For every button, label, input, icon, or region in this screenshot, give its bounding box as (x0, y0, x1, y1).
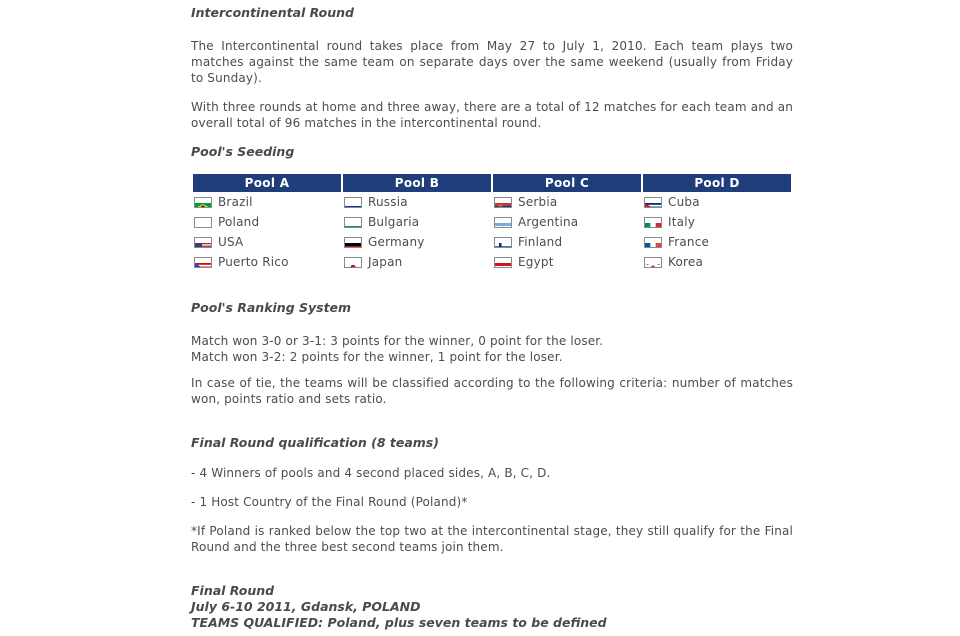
egypt-flag-icon (494, 257, 512, 268)
team-row (193, 192, 341, 212)
team-row (643, 252, 791, 272)
pool-c (493, 174, 641, 272)
france-flag-icon (644, 237, 662, 248)
team-row (493, 192, 641, 212)
tie-break-paragraph: In case of tie, the teams will be classified according to the following criteria: number of matches won, points ratio and sets ratio. (191, 376, 793, 406)
team-row (493, 232, 641, 252)
team-name: Cuba (668, 195, 700, 209)
team-name: Poland (218, 215, 260, 229)
cuba-flag-icon (644, 197, 662, 208)
team-name: Serbia (518, 195, 558, 209)
team-name: Brazil (218, 195, 253, 209)
usa-flag-icon (194, 237, 212, 248)
team-row (643, 232, 791, 252)
team-name: Korea (668, 255, 704, 269)
pool-a (193, 174, 341, 272)
team-row (193, 252, 341, 272)
russia-flag-icon (344, 197, 362, 208)
team-name: Finland (518, 235, 563, 249)
team-name: Russia (368, 195, 408, 209)
pool-header: Pool B (343, 174, 491, 192)
team-row (343, 252, 491, 272)
italy-flag-icon (644, 217, 662, 228)
team-row (343, 192, 491, 212)
team-name: Puerto Rico (218, 255, 289, 269)
team-name: Germany (368, 235, 425, 249)
pool-b (343, 174, 491, 272)
final-round-dates: July 6-10 2011, Gdansk, POLAND (191, 599, 421, 614)
qualification-note: *If Poland is ranked below the top two at the intercontinental stage, they still qualify for the Final Round and the three best second teams join them. (191, 524, 793, 554)
pool-d (643, 174, 791, 272)
intercontinental-round-heading: Intercontinental Round (191, 5, 354, 20)
team-row (343, 232, 491, 252)
team-row (193, 232, 341, 252)
pool-header: Pool A (193, 174, 341, 192)
pools-table (193, 174, 791, 272)
team-row (493, 252, 641, 272)
team-row (643, 192, 791, 212)
puerto-rico-flag-icon (194, 257, 212, 268)
team-row (643, 212, 791, 232)
serbia-flag-icon (494, 197, 512, 208)
poland-flag-icon (194, 217, 212, 228)
korea-flag-icon (644, 257, 662, 268)
intercontinental-paragraph-1: The Intercontinental round takes place from May 27 to July 1, 2010. Each team plays two matches against the same team on separate days over the same weekend (usually from Friday to Sunday). (191, 39, 793, 85)
qualification-heading: Final Round qualification (8 teams) (191, 435, 439, 450)
qualification-rule-1: - 4 Winners of pools and 4 second placed sides, A, B, C, D. (191, 466, 551, 480)
final-round-title: Final Round (191, 583, 275, 598)
intercontinental-paragraph-2: With three rounds at home and three away, there are a total of 12 matches for each team and an overall total of 96 matches in the intercontinental round. (191, 100, 793, 130)
germany-flag-icon (344, 237, 362, 248)
ranking-rule-2: Match won 3-2: 2 points for the winner, 1 point for the loser. (191, 350, 563, 364)
team-name: Egypt (518, 255, 554, 269)
team-name: France (668, 235, 710, 249)
team-name: Japan (368, 255, 403, 269)
japan-flag-icon (344, 257, 362, 268)
team-name: Italy (668, 215, 696, 229)
team-row (343, 212, 491, 232)
bulgaria-flag-icon (344, 217, 362, 228)
brazil-flag-icon (194, 197, 212, 208)
team-name: Argentina (518, 215, 579, 229)
team-row (493, 212, 641, 232)
pool-header: Pool C (493, 174, 641, 192)
team-name: Bulgaria (368, 215, 420, 229)
argentina-flag-icon (494, 217, 512, 228)
pool-header: Pool D (643, 174, 791, 192)
final-round-teams: TEAMS QUALIFIED: Poland, plus seven teams to be defined (191, 615, 607, 630)
team-row (193, 212, 341, 232)
team-name: USA (218, 235, 244, 249)
ranking-system-heading: Pool's Ranking System (191, 300, 352, 315)
finland-flag-icon (494, 237, 512, 248)
pools-seeding-heading: Pool's Seeding (191, 144, 295, 159)
qualification-rule-2: - 1 Host Country of the Final Round (Poland)* (191, 495, 468, 509)
ranking-rule-1: Match won 3-0 or 3-1: 3 points for the winner, 0 point for the loser. (191, 334, 604, 348)
